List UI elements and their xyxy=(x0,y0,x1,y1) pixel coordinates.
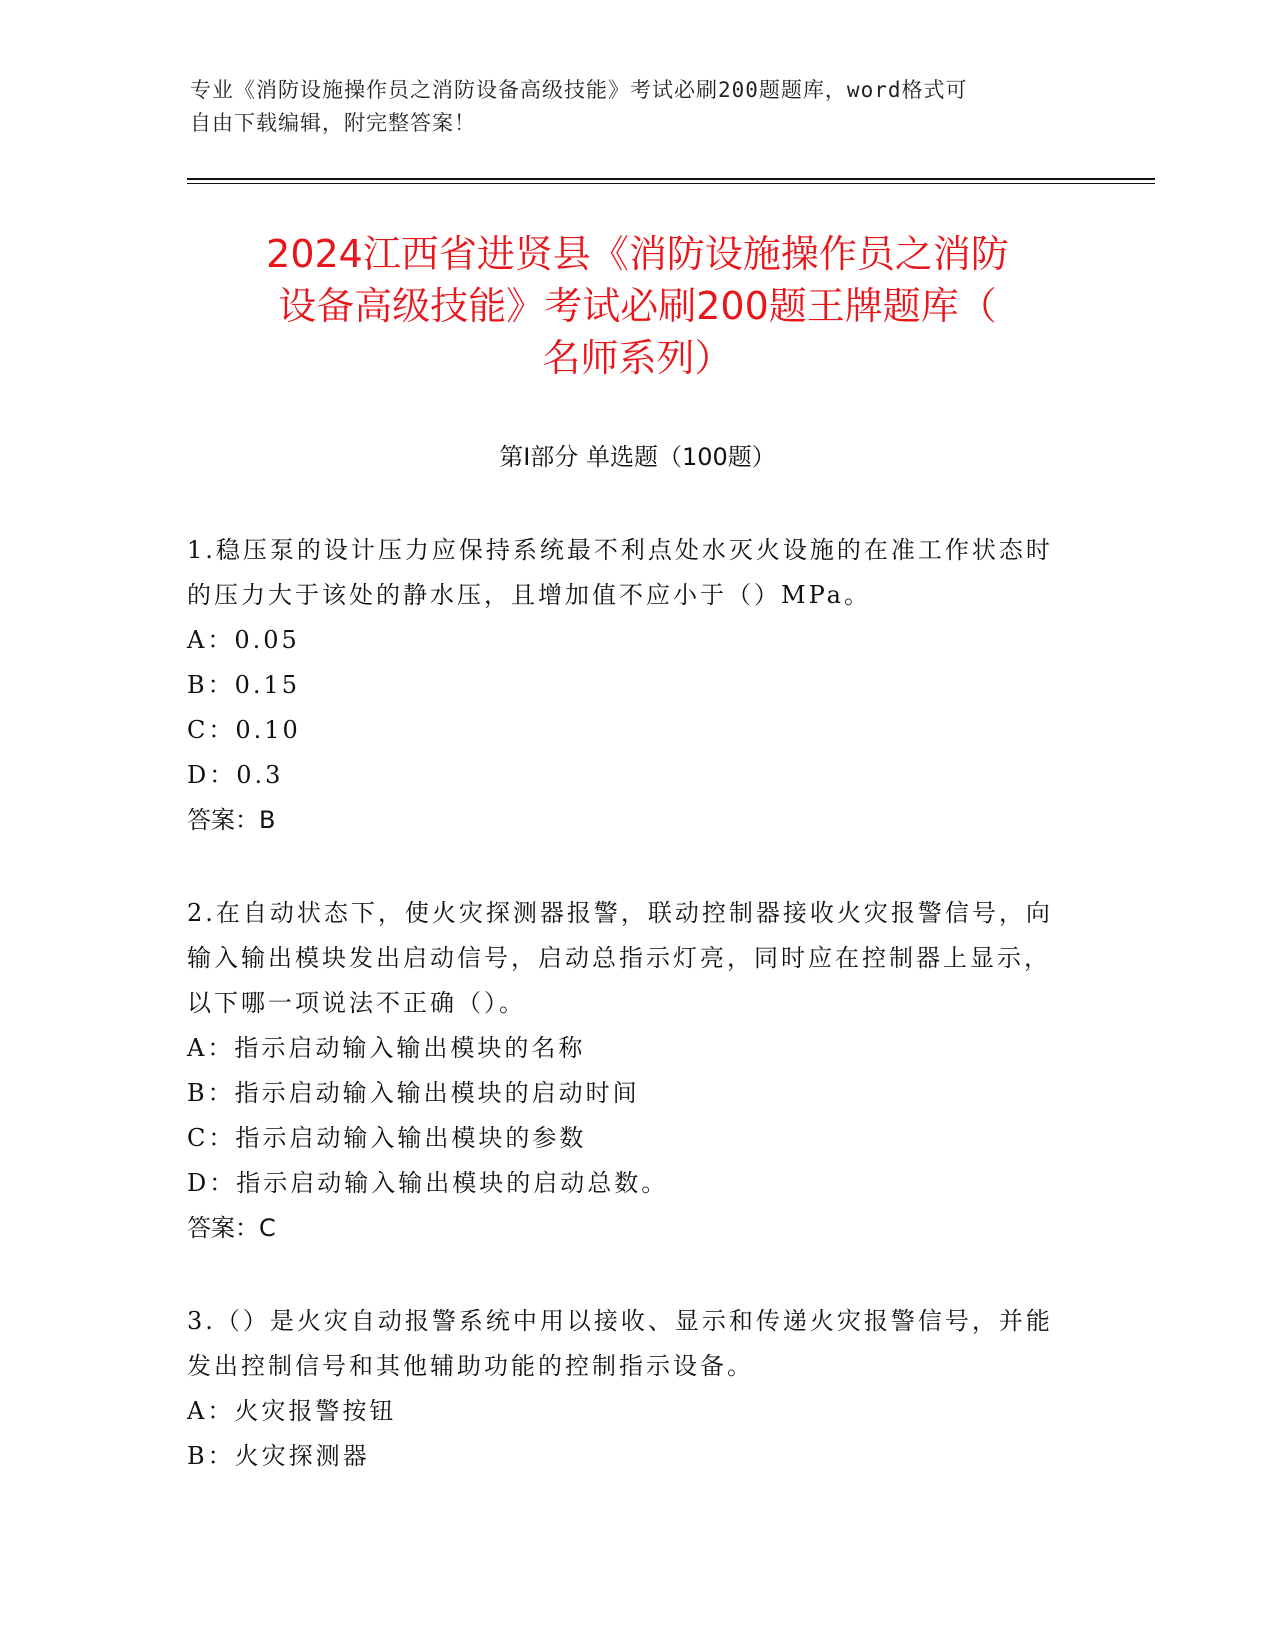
document-title xyxy=(150,228,1125,384)
option-a: A：指示启动输入输出模块的名称 xyxy=(187,1034,586,1062)
question-stem: 1.稳压泵的设计压力应保持系统最不利点处水灭火设施的在准工作状态时的压力大于该处的静水压，且增加值不应小于（）MPa。 xyxy=(187,536,1053,609)
option-c: C：0.10 xyxy=(187,716,301,744)
question-2 xyxy=(187,891,1067,1251)
question-1 xyxy=(187,528,1067,843)
answer: 答案：C xyxy=(187,1214,276,1242)
option-b: B：指示启动输入输出模块的启动时间 xyxy=(187,1079,640,1107)
question-list xyxy=(187,528,1067,1527)
answer: 答案：B xyxy=(187,806,276,834)
header-note xyxy=(190,74,1070,140)
question-3 xyxy=(187,1299,1067,1479)
question-stem: 2.在自动状态下，使火灾探测器报警，联动控制器接收火灾报警信号，向输入输出模块发出启动信号，启动总指示灯亮，同时应在控制器上显示，以下哪一项说法不正确（）。 xyxy=(187,899,1053,1017)
document-title-line-3: 名师系列） xyxy=(542,336,733,380)
header-note-line-2: 自由下载编辑，附完整答案！ xyxy=(190,111,476,135)
option-d: D：指示启动输入输出模块的启动总数。 xyxy=(187,1169,669,1197)
option-c: C：指示启动输入输出模块的参数 xyxy=(187,1124,587,1152)
option-b: B：0.15 xyxy=(187,671,301,699)
option-a: A：火灾报警按钮 xyxy=(187,1397,397,1425)
option-a: A：0.05 xyxy=(187,626,300,654)
section-heading: 第Ⅰ部分 单选题（100题） xyxy=(499,443,776,471)
header-note-line-1: 专业《消防设施操作员之消防设备高级技能》考试必刷200题题库，word格式可 xyxy=(190,78,968,102)
document-title-line-2: 设备高级技能》考试必刷200题王牌题库（ xyxy=(278,284,997,328)
question-stem: 3.（）是火灾自动报警系统中用以接收、显示和传递火灾报警信号，并能发出控制信号和其他辅助功能的控制指示设备。 xyxy=(187,1307,1053,1380)
header-divider-thin xyxy=(187,183,1155,184)
header-divider-thick xyxy=(187,178,1155,180)
document-title-line-1: 2024江西省进贤县《消防设施操作员之消防 xyxy=(266,232,1009,276)
option-b: B：火灾探测器 xyxy=(187,1442,370,1470)
option-d: D：0.3 xyxy=(187,761,284,789)
